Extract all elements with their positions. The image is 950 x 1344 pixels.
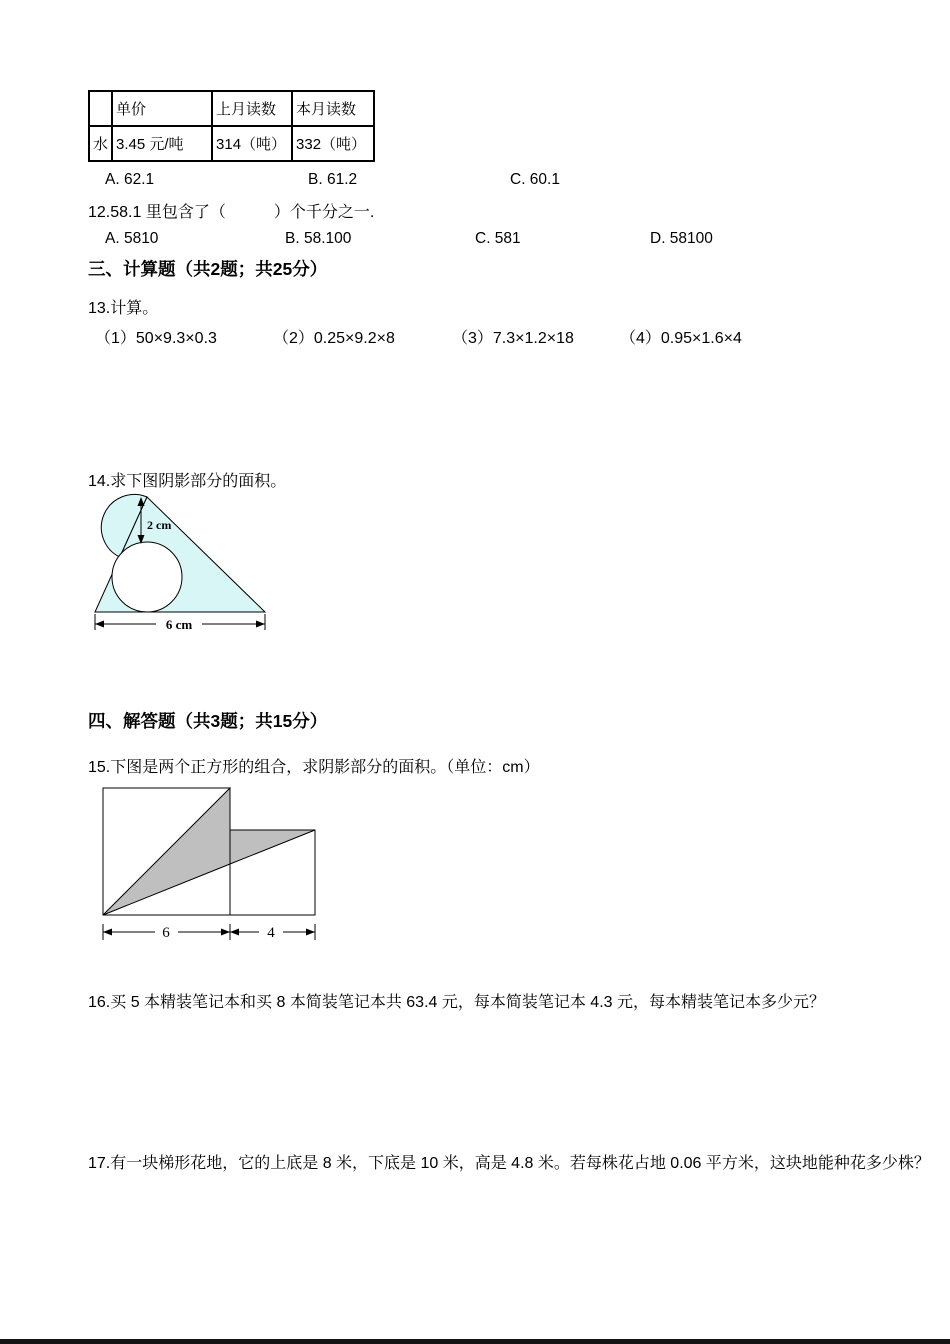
table-header-row xyxy=(89,91,374,126)
table-cell-this-month: 332（吨） xyxy=(292,126,374,161)
table-header-this-month: 本月读数 xyxy=(292,91,374,126)
q15-squares-figure xyxy=(98,784,318,949)
q13-item-1: （1）50×9.3×0.3 xyxy=(95,330,217,347)
table-corner-cell xyxy=(89,91,112,126)
section-3-title: 三、计算题（共2题；共25分） xyxy=(88,259,328,279)
inscribed-circle xyxy=(112,542,182,612)
arrow-left-icon xyxy=(103,929,112,936)
q12-option-b: B. 58.100 xyxy=(285,230,352,247)
page-bottom-edge xyxy=(0,1339,950,1344)
section-4-title: 四、解答题（共3题；共15分） xyxy=(88,711,328,731)
height-label: 2 cm xyxy=(147,518,172,532)
width-6-label: 6 xyxy=(162,925,170,941)
q11-option-c: C. 60.1 xyxy=(510,171,560,188)
q14-shaded-area-figure xyxy=(80,489,280,644)
question-17-text: 17.有一块梯形花地，它的上底是 8 米，下底是 10 米，高是 4.8 米。若每株花占地 0.06 平方米，这块地能种花多少株？ xyxy=(88,1155,930,1172)
arrow-left-icon xyxy=(230,929,239,936)
base-label: 6 cm xyxy=(165,617,193,632)
q12-option-d: D. 58100 xyxy=(650,230,713,247)
question-16-text: 16.买 5 本精装笔记本和买 8 本简装笔记本共 63.4 元，每本简装笔记本 4.3 元，每本精装笔记本多少元？ xyxy=(88,994,825,1011)
arrow-left-icon xyxy=(95,621,104,628)
arrow-right-icon xyxy=(221,929,230,936)
q13-item-4: （4）0.95×1.6×4 xyxy=(620,330,742,347)
q12-option-c: C. 581 xyxy=(475,230,521,247)
meter-table-wrap xyxy=(88,90,375,162)
table-cell-unit-price: 3.45 元/吨 xyxy=(112,126,212,161)
q11-option-a: A. 62.1 xyxy=(105,171,155,188)
table-header-last-month: 上月读数 xyxy=(212,91,292,126)
table-row-label-water: 水 xyxy=(89,126,112,161)
question-12-text: 12.58.1 里包含了（ ）个千分之一. xyxy=(88,204,375,221)
question-15-text: 15.下图是两个正方形的组合，求阴影部分的面积。（单位：cm） xyxy=(88,759,540,776)
q12-option-a: A. 5810 xyxy=(105,230,159,247)
question-13-text: 13.计算。 xyxy=(88,300,159,317)
width-4-label: 4 xyxy=(267,925,275,941)
q13-item-2: （2）0.25×9.2×8 xyxy=(273,330,395,347)
question-14-text: 14.求下图阴影部分的面积。 xyxy=(88,473,287,490)
table-header-unit-price: 单价 xyxy=(112,91,212,126)
table-cell-last-month: 314（吨） xyxy=(212,126,292,161)
table-data-row xyxy=(89,126,374,161)
q13-item-3: （3）7.3×1.2×18 xyxy=(452,330,574,347)
q11-option-b: B. 61.2 xyxy=(308,171,358,188)
arrow-right-icon xyxy=(306,929,315,936)
meter-readings-table xyxy=(88,90,375,162)
arrow-right-icon xyxy=(256,621,265,628)
